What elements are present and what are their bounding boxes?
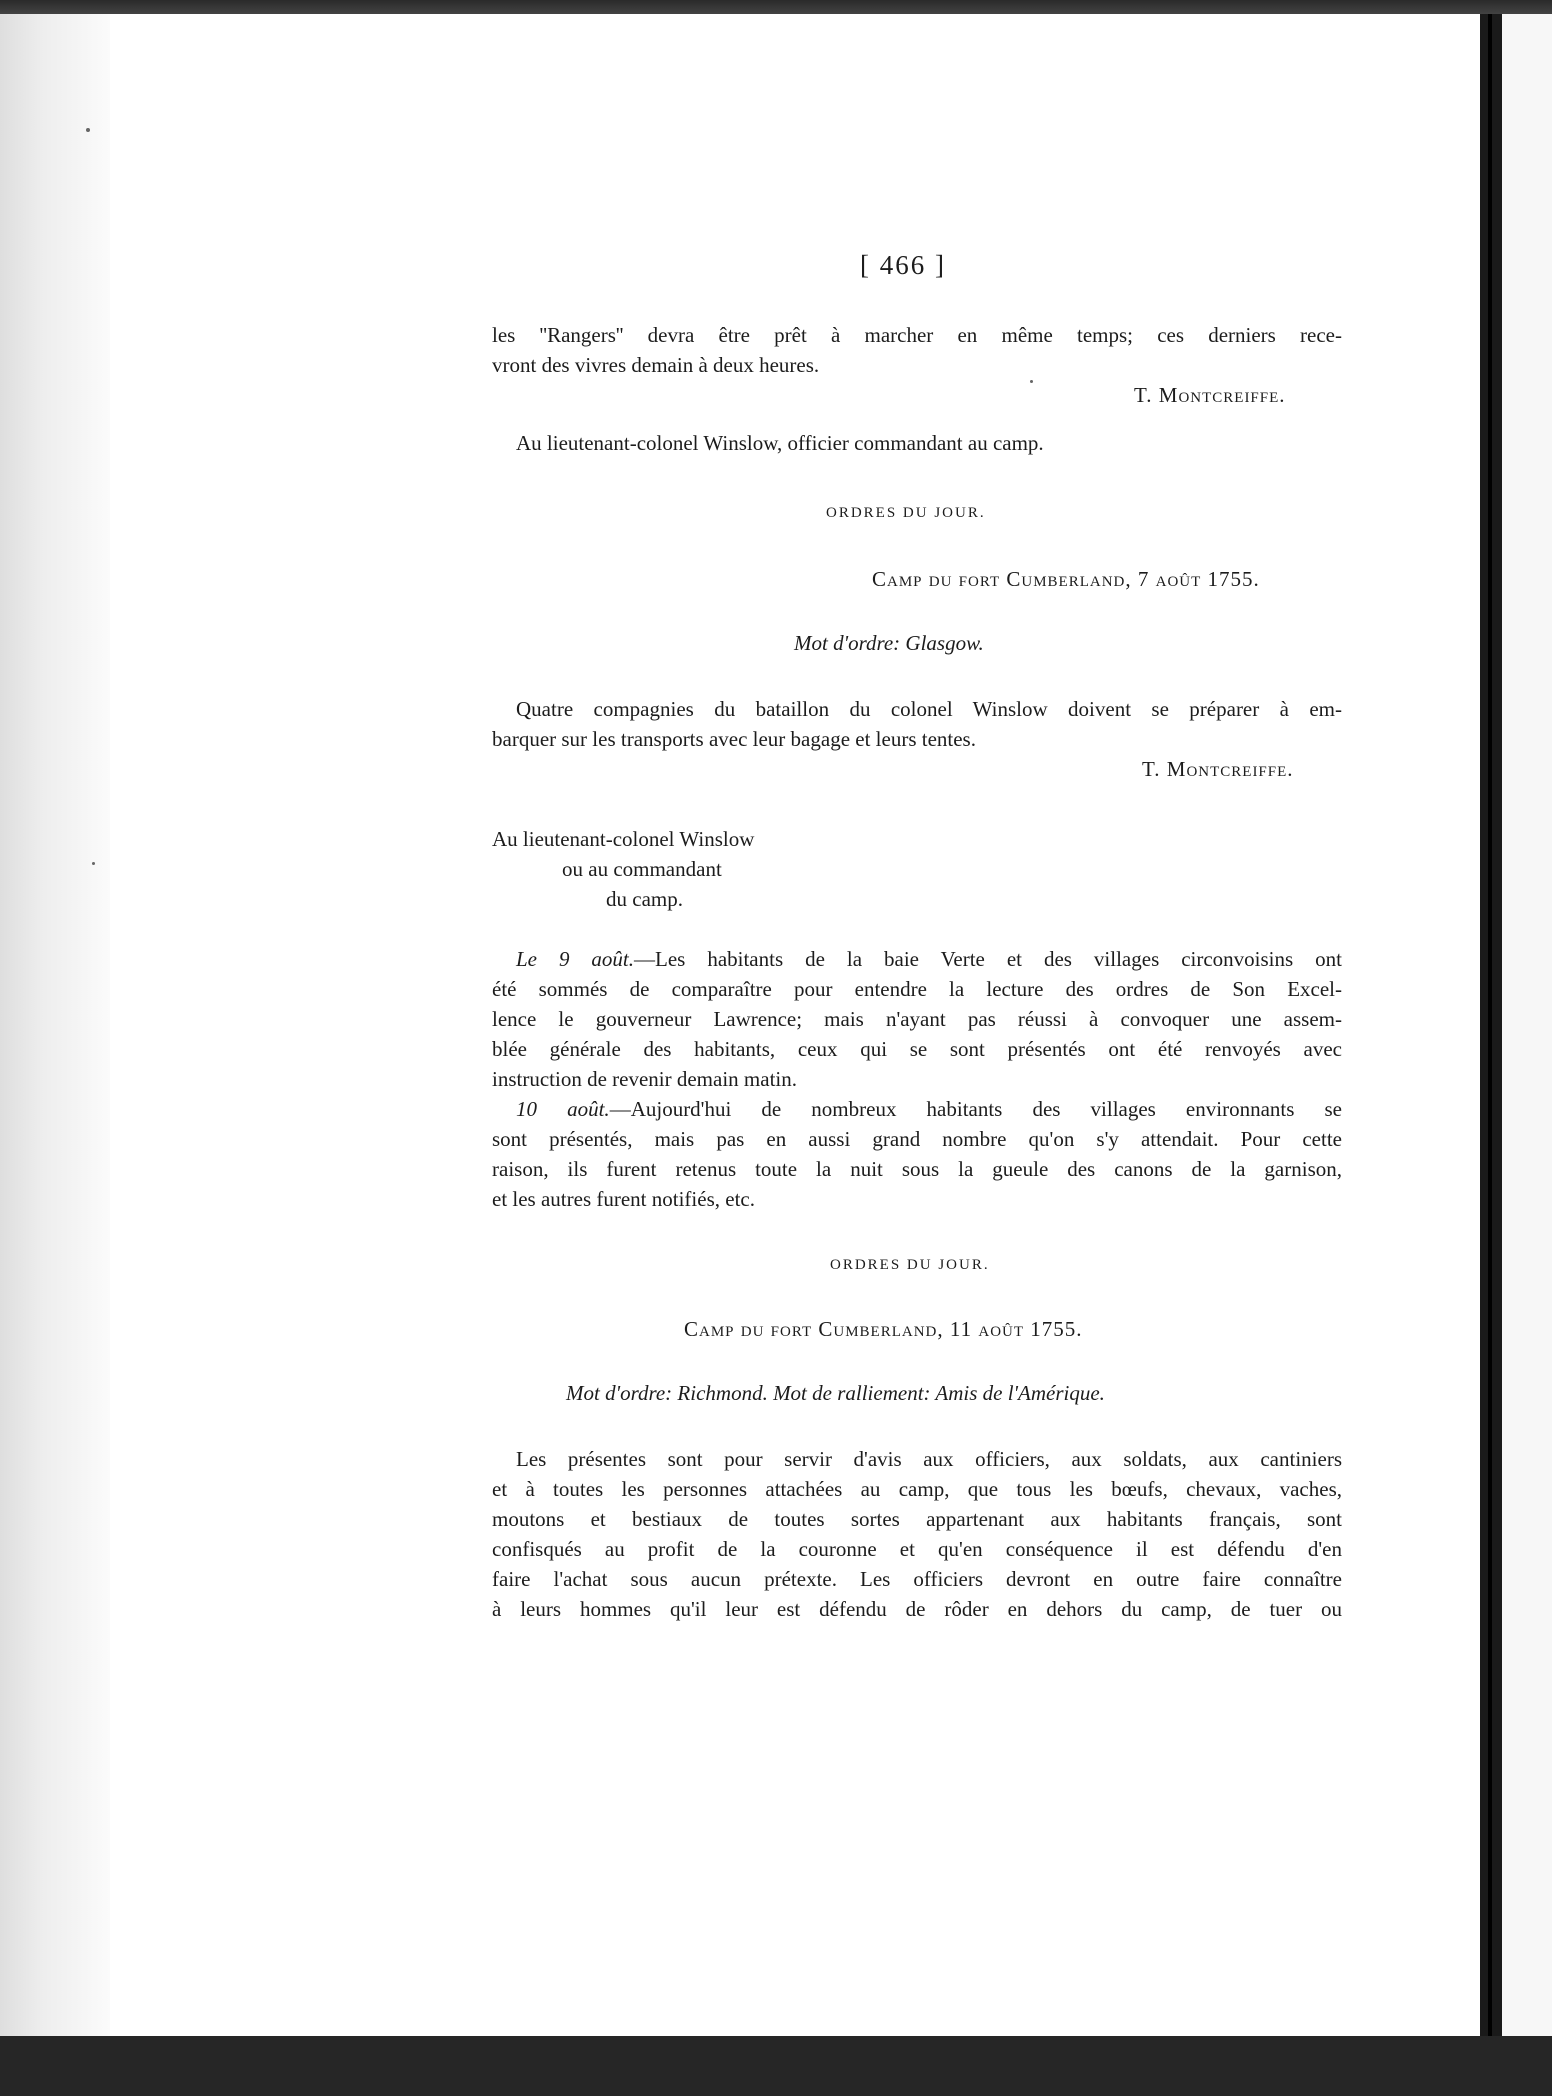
text-line: raison, ils furent retenus toute la nuit sous la gueule des canons de la garnison, xyxy=(492,1157,1342,1181)
signature: T. Montcreiffe. xyxy=(1134,383,1286,407)
password-label: Mot d'ordre: xyxy=(794,631,901,655)
text-line: Les présentes sont pour servir d'avis aux officiers, aux soldats, aux cantiniers xyxy=(516,1447,1342,1471)
text-line: à leurs hommes qu'il leur est défendu de rôder en dehors du camp, de tuer ou xyxy=(492,1597,1342,1621)
text-line: instruction de revenir demain matin. xyxy=(492,1067,797,1091)
text-line: lence le gouverneur Lawrence; mais n'ayant pas réussi à convoquer une assem- xyxy=(492,1007,1342,1031)
text-line: sont présentés, mais pas en aussi grand nombre qu'on s'y attendait. Pour cette xyxy=(492,1127,1342,1151)
entry-text: —Aujourd'hui de nombreux habitants des villages environnants se xyxy=(609,1097,1342,1121)
password-line: Mot d'ordre: Richmond. Mot de ralliement: Amis de l'Amérique. xyxy=(566,1381,1105,1405)
entry-text: —Les habitants de la baie Verte et des villages circonvoisins ont xyxy=(634,947,1342,971)
dateline: Camp du fort Cumberland, 11 août 1755. xyxy=(684,1317,1083,1341)
password-line xyxy=(794,628,984,658)
order-paragraph xyxy=(492,1444,1342,1624)
text-line: et les autres furent notifiés, etc. xyxy=(492,1187,755,1211)
scan-speck xyxy=(86,128,90,132)
scan-right-edge-line xyxy=(1488,14,1492,2036)
text-line: blée générale des habitants, ceux qui se sont présentés ont été renvoyés avec xyxy=(492,1037,1342,1061)
section-heading: ORDRES DU JOUR. xyxy=(826,505,986,521)
scan-speck xyxy=(92,862,95,865)
journal-entry-2 xyxy=(492,1094,1342,1214)
text-line: et à toutes les personnes attachées au camp, que tous les bœufs, chevaux, vaches, xyxy=(492,1477,1342,1501)
text-line xyxy=(492,944,1342,974)
text-line: Quatre compagnies du bataillon du colonel Winslow doivent se préparer à em- xyxy=(516,697,1342,721)
text-line: faire l'achat sous aucun prétexte. Les officiers devront en outre faire connaître xyxy=(492,1567,1342,1591)
dateline: Camp du fort Cumberland, 7 août 1755. xyxy=(872,567,1260,591)
page-number: [ 466 ] xyxy=(860,250,946,280)
address-line: Au lieutenant-colonel Winslow, officier commandant au camp. xyxy=(516,431,1044,455)
scan-speck xyxy=(1030,380,1033,383)
text-line: vront des vivres demain à deux heures. xyxy=(492,353,820,377)
section-heading: ORDRES DU JOUR. xyxy=(830,1257,990,1273)
entry-date: 10 août. xyxy=(516,1097,610,1121)
text-line: moutons et bestiaux de toutes sortes appartenant aux habitants français, sont xyxy=(492,1507,1342,1531)
order-paragraph xyxy=(492,694,1342,754)
text-line: les ''Rangers'' devra être prêt à marcher en même temps; ces derniers rece- xyxy=(492,323,1342,347)
address-line: Au lieutenant-colonel Winslow xyxy=(492,827,755,851)
page-gutter-shade xyxy=(0,14,110,2036)
password-value: Glasgow. xyxy=(905,631,984,655)
next-page-edge xyxy=(1502,14,1552,2036)
journal-entry-1 xyxy=(492,944,1342,1094)
address-line: du camp. xyxy=(606,887,683,911)
signature: T. Montcreiffe. xyxy=(1142,757,1294,781)
entry-date: Le 9 août. xyxy=(516,947,635,971)
continuation-paragraph xyxy=(492,320,1342,380)
scan-bottom-border xyxy=(0,2036,1552,2096)
address-line: ou au commandant xyxy=(562,857,722,881)
text-line: confisqués au profit de la couronne et qu'en conséquence il est défendu d'en xyxy=(492,1537,1342,1561)
text-line: barquer sur les transports avec leur bagage et leurs tentes. xyxy=(492,727,976,751)
text-line: été sommés de comparaître pour entendre la lecture des ordres de Son Excel- xyxy=(492,977,1342,1001)
text-line xyxy=(492,1094,1342,1124)
